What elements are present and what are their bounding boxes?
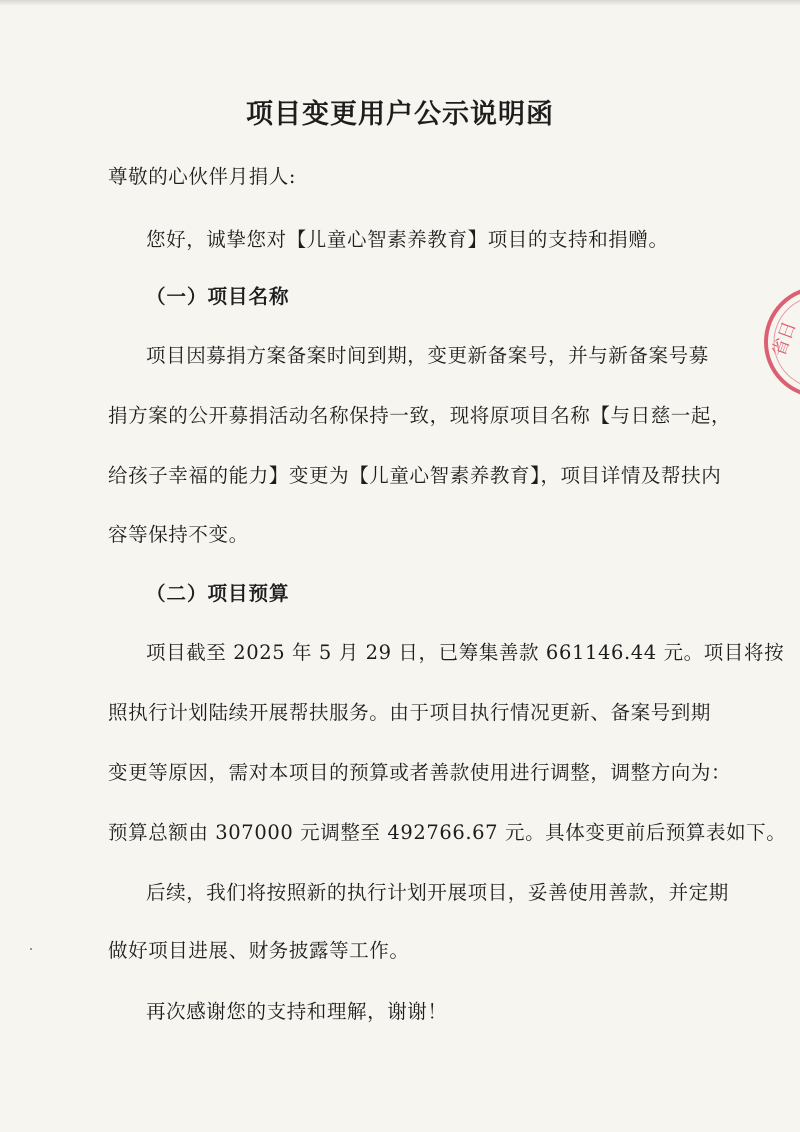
section1-line: 项目因募捐方案备案时间到期，变更新备案号，并与新备案号募 (146, 344, 709, 367)
official-seal-stamp (760, 282, 800, 402)
section1-line: 捐方案的公开募捐活动名称保持一致，现将原项目名称【与日慈一起， (108, 404, 732, 427)
scan-edge (0, 0, 800, 6)
section-heading-name: （一）项目名称 (146, 285, 290, 308)
section2-line: 预算总额由 307000 元调整至 492766.67 元。具体变更前后预算表如下。 (108, 821, 787, 844)
section1-line: 容等保持不变。 (108, 523, 249, 546)
svg-text:省日: 省日 (768, 318, 800, 360)
greeting: 您好，诚挚您对【儿童心智素养教育】项目的支持和捐赠。 (146, 228, 669, 251)
page-title: 项目变更用户公示说明函 (246, 99, 554, 130)
section1-line: 给孩子幸福的能力】变更为【儿童心智素养教育】，项目详情及帮扶内 (108, 464, 722, 487)
closing-line: 后续，我们将按照新的执行计划开展项目，妥善使用善款，并定期 (146, 881, 729, 904)
section2-line: 照执行计划陆续开展帮扶服务。由于项目执行情况更新、备案号到期 (108, 701, 712, 724)
section-heading-budget: （二）项目预算 (146, 582, 290, 605)
closing-line: 做好项目进展、财务披露等工作。 (108, 939, 410, 962)
section2-line: 变更等原因，需对本项目的预算或者善款使用进行调整，调整方向为： (108, 761, 732, 784)
salutation: 尊敬的心伙伴月捐人: (108, 165, 297, 188)
thanks-line: 再次感谢您的支持和理解，谢谢！ (146, 1000, 448, 1023)
section2-line: 项目截至 2025 年 5 月 29 日，已筹集善款 661146.44 元。项目将按 (146, 641, 785, 664)
scan-speck (30, 948, 32, 950)
